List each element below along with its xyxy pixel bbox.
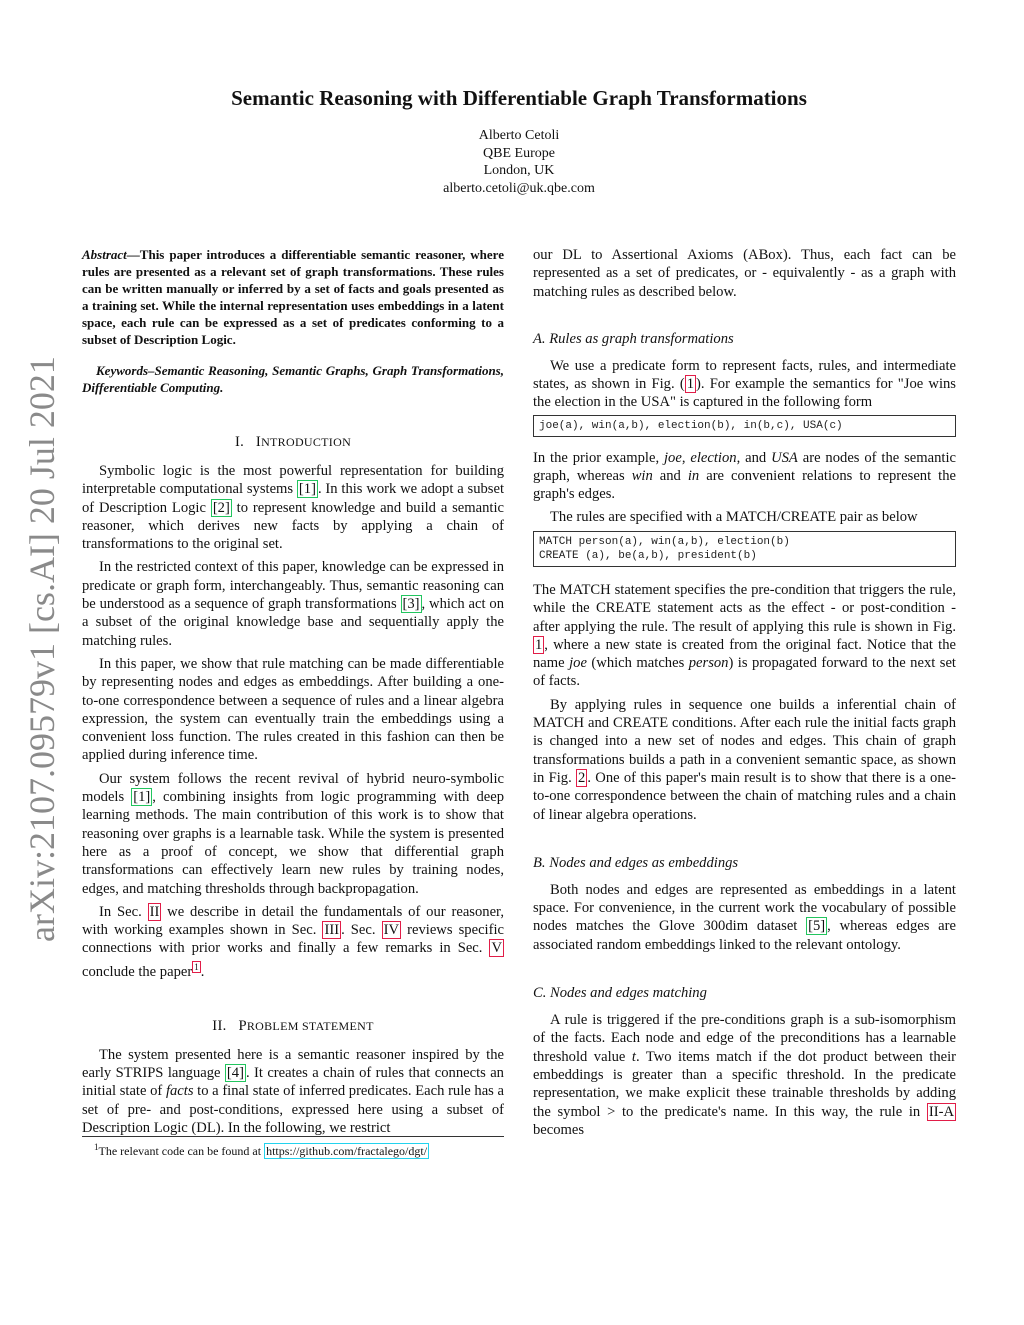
footnote-rule — [82, 1136, 504, 1137]
author-email: alberto.cetoli@uk.qbe.com — [443, 180, 595, 196]
section-link[interactable]: II — [149, 903, 160, 920]
subsection-heading-matching: C. Nodes and edges matching — [533, 985, 707, 1002]
problem-paragraph-1: The system presented here is a semantic reasoner inspired by the early STRIPS language [4] . It creates a chain of rules that connects an initial state of facts to a final state of inferred predicates. Each rule has a set of pre- and post-conditions, expressed here using a subset of Description Logic (DL). In the following, we restrict — [82, 1046, 504, 1137]
citation-link[interactable]: [1] — [298, 481, 316, 498]
abstract: Abstract—This paper introduces a differentiable semantic reasoner, where rules are presented as a relevant set of graph transformations. These rules can be written manually or inferred by a set of facts and goals presented as a training set. While the internal representation uses embeddings in a latent space, each rule can be expressed as a set of predicates conforming to a subset of Description Logic. — [82, 247, 504, 347]
author-name: Alberto Cetoli — [478, 128, 560, 143]
footnote: $^1$The relevant code can be found at https://github.com/fractalego/dgt/ — [94, 1142, 428, 1158]
keywords: Keywords–Semantic Reasoning, Semantic Graphs, Graph Transformations, Differentiable Computing. — [82, 363, 504, 395]
matching-paragraph-1: A rule is triggered if the pre-conditions graph is a sub-isomorphism of the facts. Each node and edge of the preconditions has a learnable threshold value t. Two items match if the dot product between their embeddings is greater than a specific threshold. In the predicate representation, we make explicit these trainable thresholds by adding the symbol > to the predicate's name. In this way, the rule in II-A becomes — [533, 1012, 957, 1138]
citation-link[interactable]: [1] — [133, 789, 151, 806]
code-block-facts: joe(a), win(a,b), election(b), in(b,c), USA(c) — [533, 415, 956, 437]
author-affiliation: QBE Europe — [483, 145, 555, 161]
rules-paragraph-4: The MATCH statement specifies the pre-condition that triggers the rule, while the CREATE statement acts as the effect - or post-condition - after applying the rule. The result of applying this rule is shown in Fig. 1 , where a new state is created from the original fact. Notice that the name joe (which matches person) is propagated forward to the next set of facts. — [533, 581, 956, 690]
rules-paragraph-2: In the prior example, joe, election, and USA are nodes of the semantic graph, whereas win and in are convenient relations to represent the graph's edges. — [533, 449, 956, 503]
intro-paragraph-1: Symbolic logic is the most powerful representation for building interpretable computational systems [1] . In this work we adopt a subset of Description Logic [2] to represent knowledge and build a semantic reasoner, which derives new facts by applying a chain of transformations to the original set. — [82, 463, 505, 553]
embeddings-paragraph-1: Both nodes and edges are represented as embeddings in a latent space. For convenience, in the current work the vocabulary of possible nodes matches the Glove 300dim dataset [5] , whereas edges are associated random embeddings linked to the relevant ontology. — [533, 881, 957, 953]
code-block-rule: MATCH person(a), win(a,b), election(b) CREATE (a), be(a,b), president(b) — [533, 531, 956, 567]
section-link[interactable]: II-A — [928, 1103, 954, 1120]
author-block — [82, 127, 956, 197]
section-heading-introduction: I. INTRODUCTION — [234, 434, 352, 450]
section-heading-problem-statement: II. PROBLEM STATEMENT — [212, 1017, 374, 1034]
right-column — [533, 246, 956, 1139]
citation-link[interactable]: [5] — [808, 918, 826, 935]
problem-paragraph-continued: our DL to Assertional Axioms (ABox). Thus, each fact can be represented as a set of predicates, or - equivalently - as a graph with matching rules as described below. — [533, 247, 956, 300]
citation-link[interactable]: [3] — [402, 596, 420, 613]
paper-title: Semantic Reasoning with Differentiable Graph Transformations — [231, 86, 807, 110]
intro-paragraph-3: In this paper, we show that rule matching can be made differentiable by representing nodes and edges as embeddings. After building a one-to-one correspondence between a sequence of rules and a linear algebra expression, the system can eventually train the embeddings using a convenient loss function. The rules created in this fashion can then be applied during inference time. — [82, 655, 504, 764]
subsection-heading-rules: A. Rules as graph transformations — [533, 330, 734, 347]
figure-link[interactable]: 1 — [686, 376, 694, 393]
footnote-link[interactable]: 1 — [194, 961, 199, 972]
citation-link[interactable]: [4] — [226, 1065, 244, 1082]
figure-link[interactable]: 2 — [578, 769, 586, 786]
rules-paragraph-5: By applying rules in sequence one builds a inferential chain of MATCH and CREATE conditions. After each rule the initial facts graph is changed into a new set of nodes and edges. This chain of graph transformations builds a path in a convenient semantic space, as shown in Fig. 2 . One of this paper's main result is to show that there is a one-to-one correspondence between the chain of matching rules and a chain of linear algebra operations. — [533, 696, 956, 823]
intro-paragraph-4: Our system follows the recent revival of hybrid neuro-symbolic models [1] , combining insights from logic programming with deep learning methods. The main contribution of this work is to show that reasoning over graphs is a learnable task. While the system is presented here as a proof of concept, we show that differential graph transformations can effectively learn new rules by training nodes, edges, and matching thresholds through backpropagation. — [82, 770, 504, 897]
rules-paragraph-1: We use a predicate form to represent facts, rules, and intermediate states, as shown in Fig. ( 1 ). For example the semantics for "Joe wins the election in the USA" is captured in the following form — [533, 357, 956, 411]
figure-link[interactable]: 1 — [535, 636, 543, 653]
intro-paragraph-2: In the restricted context of this paper, knowledge can be expressed in predicate or graph form, interchangeably. Thus, semantic reasoning can be understood as a sequence of graph transformations [3] , which act on a subset of the original knowledge base and sequentially apply the matching rules. — [82, 559, 504, 649]
intro-paragraph-5: In Sec. II we describe in detail the fundamentals of our reasoner, with working examples shown in Sec. III . Sec. IV reviews specific connections with prior works and finally a few remarks in Sec. V conclude the paper $^1$ . — [82, 903, 504, 980]
arxiv-stamp: arXiv:2107.09579v1 [cs.AI] 20 Jul 2021 — [22, 356, 62, 942]
code-repository-link[interactable]: https://github.com/fractalego/dgt/ — [266, 1144, 428, 1158]
section-link[interactable]: III — [324, 922, 340, 939]
section-link[interactable]: V — [491, 940, 502, 957]
author-location: London, UK — [483, 163, 555, 178]
left-column — [82, 246, 504, 1137]
rules-paragraph-3: The rules are specified with a MATCH/CREATE pair as below — [550, 508, 918, 525]
section-link[interactable]: IV — [383, 922, 400, 939]
subsection-heading-embeddings: B. Nodes and edges as embeddings — [533, 854, 739, 871]
citation-link[interactable]: [2] — [212, 499, 230, 516]
